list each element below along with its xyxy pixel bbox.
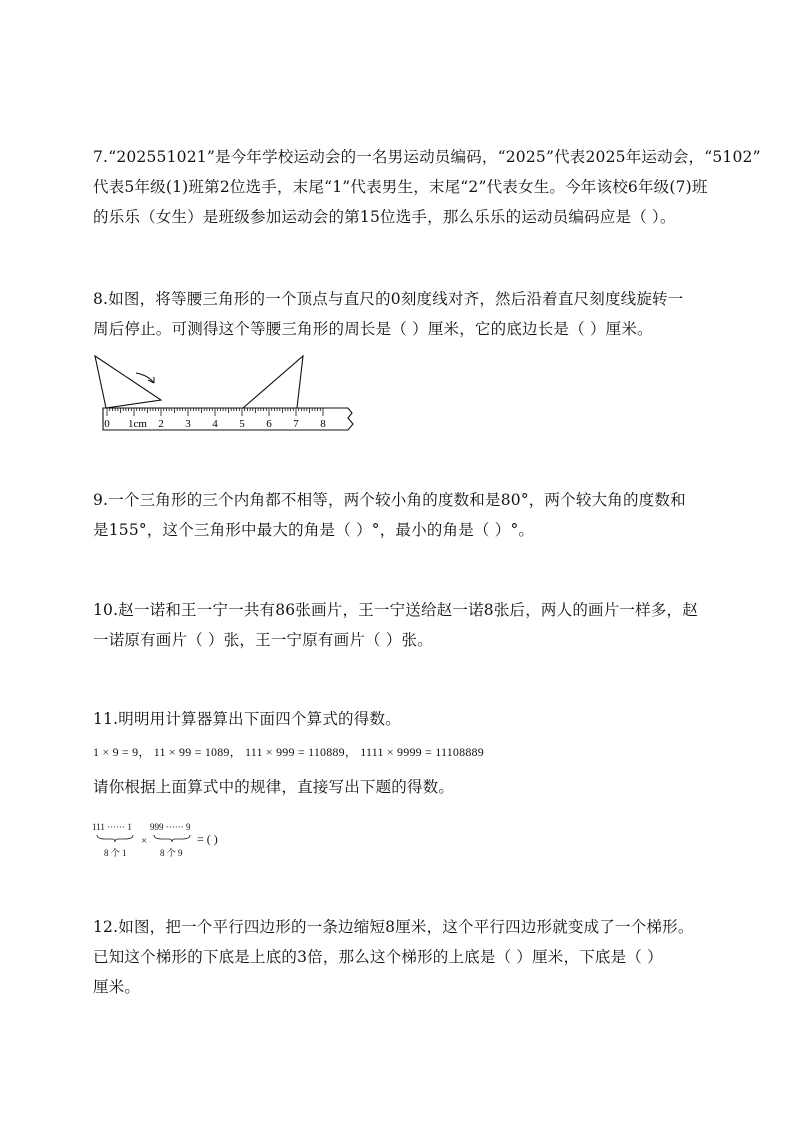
ruler-triangle-figure <box>88 350 358 435</box>
ruler-label: 6 <box>266 418 272 430</box>
isosceles-triangle-end <box>243 356 303 408</box>
ruler-label: 5 <box>239 418 245 430</box>
term-1-count: 8 个 1 <box>104 848 127 858</box>
question-12-line-2: 已知这个梯形的下底是上底的3倍，那么这个梯形的上底是（ ）厘米，下底是（ ） <box>93 948 663 966</box>
question-8-line-1: 8.如图，将等腰三角形的一个顶点与直尺的0刻度线对齐，然后沿着直尺刻度线旋转一 <box>93 290 684 308</box>
ruler-label: 7 <box>293 418 299 430</box>
question-7-line-2: 代表5年级(1)班第2位选手，末尾“1”代表男生，末尾“2”代表女生。今年该校6年级(7)班 <box>93 178 708 196</box>
question-10-line-2: 一诺原有画片（ ）张，王一宁原有画片（ ）张。 <box>93 631 433 649</box>
question-9 <box>93 485 703 545</box>
term-2-count: 8 个 9 <box>160 848 183 858</box>
ruler-label: 4 <box>212 418 218 430</box>
question-12-line-1: 12.如图，把一个平行四边形的一条边缩短8厘米，这个平行四边形就变成了一个梯形。 <box>93 918 694 936</box>
question-11-expression <box>92 822 262 862</box>
question-7-line-1: 7.“202551021”是今年学校运动会的一名男运动员编码，“2025”代表2025年运动会，“5102” <box>93 148 761 166</box>
question-10-line-1: 10.赵一诺和王一宁一共有86张画片，王一宁送给赵一诺8张后，两人的画片一样多，赵 <box>93 601 698 619</box>
question-9-line-2: 是155°，这个三角形中最大的角是（ ）°，最小的角是（ ）°。 <box>93 521 535 539</box>
question-9-line-1: 9.一个三角形的三个内角都不相等，两个较小角的度数和是80°，两个较大角的度数和 <box>93 491 686 509</box>
question-11-line-1: 11.明明用计算器算出下面四个算式的得数。 <box>93 710 401 728</box>
term-2-digits: 999 ······ 9 <box>150 822 191 832</box>
term-1-digits: 111 ······ 1 <box>92 822 132 832</box>
ruler-label: 8 <box>320 418 326 430</box>
question-7 <box>93 142 761 232</box>
question-10 <box>93 595 703 655</box>
times-sign: × <box>141 835 148 847</box>
equals-answer-blank: = ( ) <box>197 832 218 846</box>
question-11-line-3: 请你根据上面算式中的规律，直接写出下题的得数。 <box>93 778 455 796</box>
ruler-label: 2 <box>158 418 164 430</box>
ruler-label: 0 <box>104 418 110 430</box>
question-12-line-3: 厘米。 <box>93 978 141 996</box>
question-8 <box>93 284 703 344</box>
underbrace-2-icon <box>152 833 192 843</box>
question-12 <box>93 912 703 1002</box>
question-8-line-2: 周后停止。可测得这个等腰三角形的周长是（ ）厘米，它的底边长是（ ）厘米。 <box>93 320 653 338</box>
ruler-label: 3 <box>185 418 191 430</box>
question-11 <box>93 704 703 802</box>
question-11-formula: 1 × 9 = 9， 11 × 99 = 1089， 111 × 999 = 110889， 1111 × 9999 = 11108889 <box>93 745 484 759</box>
question-7-line-3: 的乐乐（女生）是班级参加运动会的第15位选手，那么乐乐的运动员编码应是（ ）。 <box>93 208 676 226</box>
underbrace-1-icon <box>95 833 135 843</box>
ruler-label: 1cm <box>128 418 147 430</box>
